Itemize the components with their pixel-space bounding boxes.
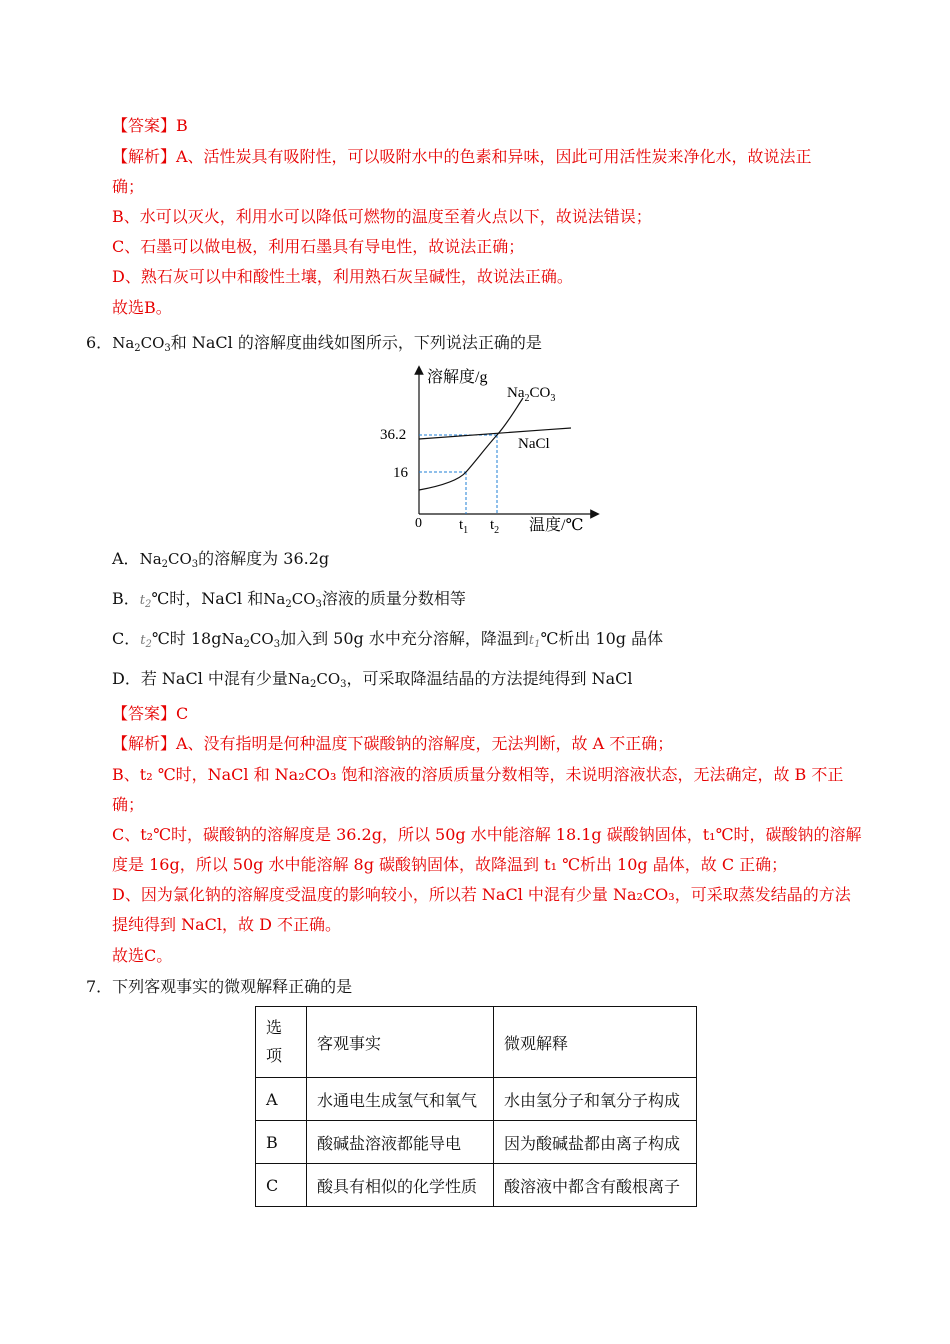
row-option: A (256, 1078, 307, 1121)
x-tick-t2: $t_2$ (490, 517, 500, 536)
series-label-nacl: NaCl (518, 436, 550, 452)
series-na2co3-line (419, 398, 523, 490)
q6-analysis-c: C、t₂℃时，碳酸钠的溶解度是 36.2g，所以 50g 水中能溶解 18.1g 碳酸钠固体，t₁℃时，碳酸钠的溶解 (112, 825, 862, 844)
row-explain: 水由氢分子和氧分子构成 (494, 1078, 697, 1121)
q6-formula: $Na_2CO_3$ (112, 334, 171, 354)
q6-option-a: A．$Na_2CO_3$的溶解度为 36.2g (112, 549, 330, 570)
header-option: 选 项 (256, 1007, 307, 1078)
x-axis-label: 温度/℃ (529, 517, 584, 534)
q6-option-c: C．$t_2℃$时 $18gNa_2CO_3$加入到 50g 水中充分溶解，降温到$t_1℃$析出 10g 晶体 (112, 629, 664, 650)
x-tick-t1: $t_1$ (459, 517, 469, 536)
row-option: B (256, 1121, 307, 1164)
q6-stem-text: 和 NaCl 的溶解度曲线如图所示，下列说法正确的是 (170, 333, 542, 352)
q5-answer: 【答案】B (112, 116, 188, 135)
q6-option-b: B．$t_2℃$时，NaCl 和$Na_2CO_3$溶液的质量分数相等 (112, 589, 466, 610)
row-fact: 酸碱盐溶液都能导电 (307, 1121, 494, 1164)
table-row (256, 1164, 697, 1207)
series-label-na2co3: $Na_2CO_3$ (507, 385, 556, 404)
q5-analysis-c: C、石墨可以做电极，利用石墨具有导电性，故说法正确； (112, 237, 525, 256)
y-axis-label: 溶解度/g (427, 369, 488, 386)
q6-number: 6． (86, 333, 113, 352)
q6-analysis-d: D、因为氯化钠的溶解度受温度的影响较小，所以若 NaCl 中混有少量 Na₂CO₃，可采取蒸发结晶的方法 (112, 885, 851, 904)
q6-conclusion: 故选C。 (112, 946, 173, 965)
table-row (256, 1121, 697, 1164)
row-option: C (256, 1164, 307, 1207)
q6-stem (86, 332, 542, 360)
origin-label: 0 (415, 516, 422, 531)
q5-analysis-d: D、熟石灰可以中和酸性土壤，利用熟石灰呈碱性，故说法正确。 (112, 267, 573, 286)
q6-analysis-b: B、t₂ ℃时，NaCl 和 Na₂CO₃ 饱和溶液的溶质质量分数相等，未说明溶液状态，无法确定，故 B 不正 (112, 765, 844, 784)
q6-option-d: D．若 NaCl 中混有少量$Na_2CO_3$，可采取降温结晶的方法提纯得到 NaCl (112, 669, 633, 690)
table-row (256, 1078, 697, 1121)
table-header-row (256, 1007, 697, 1078)
q5-analysis-a: 【解析】A、活性炭具有吸附性，可以吸附水中的色素和异味，因此可用活性炭来净化水，故说法正 (112, 147, 812, 166)
q6-analysis-d-cont: 提纯得到 NaCl，故 D 不正确。 (112, 915, 341, 934)
row-fact: 水通电生成氢气和氧气 (307, 1078, 494, 1121)
q5-analysis-a-cont: 确； (112, 177, 145, 196)
q6-answer: 【答案】C (112, 704, 189, 723)
header-explain: 微观解释 (494, 1007, 697, 1078)
row-explain: 因为酸碱盐都由离子构成 (494, 1121, 697, 1164)
y-tick-362: 36.2 (380, 427, 407, 443)
q5-analysis-b: B、水可以灭火，利用水可以降低可燃物的温度至着火点以下，故说法错误； (112, 207, 652, 226)
q6-analysis-b-cont: 确； (112, 795, 145, 814)
y-tick-16: 16 (393, 465, 408, 481)
q5-conclusion: 故选B。 (112, 298, 172, 317)
q6-analysis-a: 【解析】A、没有指明是何种温度下碳酸钠的溶解度，无法判断，故 A 不正确； (112, 734, 674, 753)
row-explain: 酸溶液中都含有酸根离子 (494, 1164, 697, 1207)
q7-stem: 7．下列客观事实的微观解释正确的是 (86, 977, 353, 996)
header-fact: 客观事实 (307, 1007, 494, 1078)
q7-table (255, 1006, 697, 1207)
row-fact: 酸具有相似的化学性质 (307, 1164, 494, 1207)
q6-analysis-c-cont: 度是 16g，所以 50g 水中能溶解 8g 碳酸钠固体，故降温到 t₁ ℃析出 10g 晶体，故 C 正确； (112, 855, 788, 874)
solubility-chart (375, 362, 605, 537)
